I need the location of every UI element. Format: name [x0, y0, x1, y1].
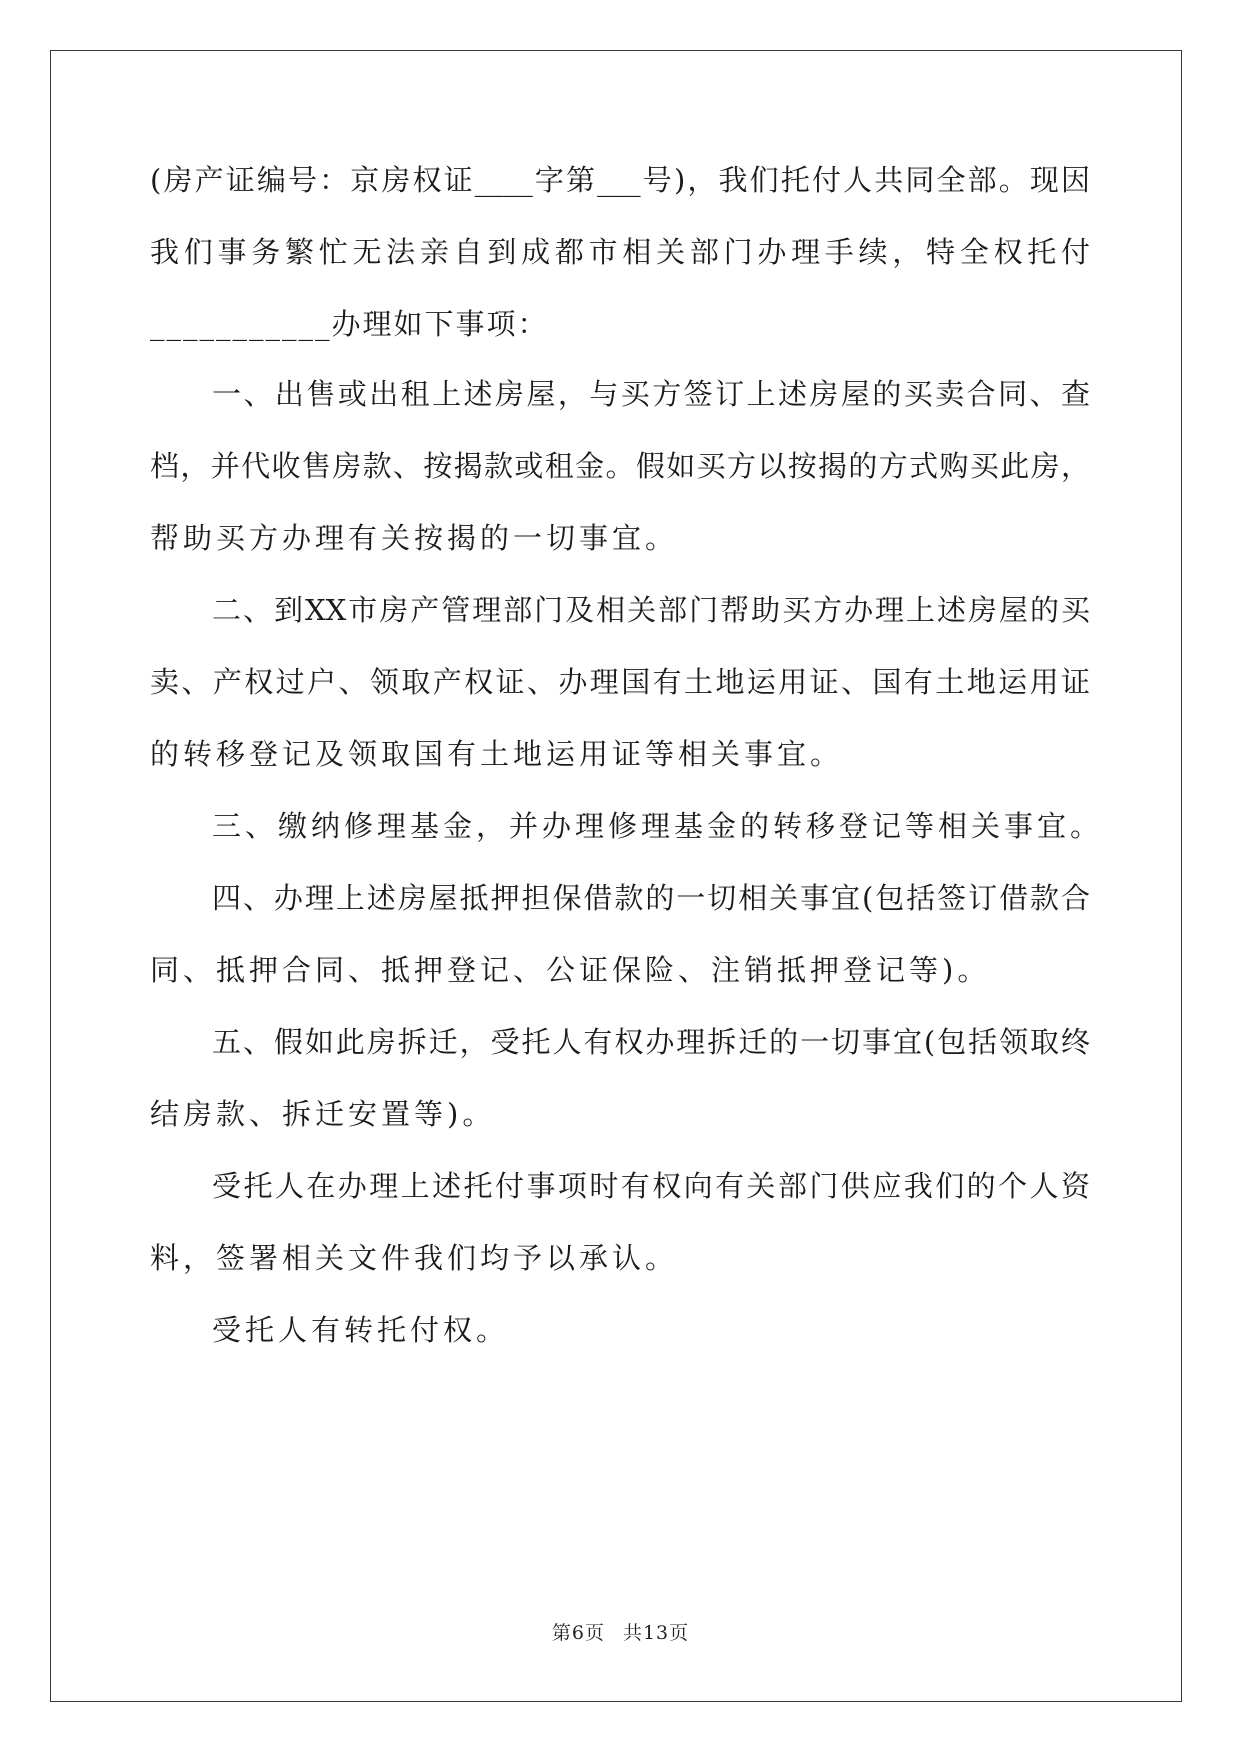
text-line: (房产证编号：京房权证____字第___号)，我们托付人共同全部。现因 — [150, 163, 1090, 197]
page-total: 共13页 — [622, 1622, 690, 1644]
text-line: 受托人在办理上述托付事项时有权向有关部门供应我们的个人资 — [212, 1169, 1090, 1203]
text-line: 结房款、拆迁安置等)。 — [150, 1097, 496, 1131]
text-line: 五、假如此房拆迁，受托人有权办理拆迁的一切事宜(包括领取终 — [212, 1025, 1090, 1059]
text-line: 二、到XX市房产管理部门及相关部门帮助买方办理上述房屋的买 — [212, 593, 1090, 627]
page-border — [50, 50, 1182, 1702]
text-line: ___________办理如下事项： — [150, 307, 549, 341]
text-line: 帮助买方办理有关按揭的一切事宜。 — [150, 521, 679, 555]
text-line: 档，并代收售房款、按揭款或租金。假如买方以按揭的方式购买此房， — [150, 449, 1090, 483]
text-line: 的转移登记及领取国有土地运用证等相关事宜。 — [150, 737, 844, 771]
text-line: 同、抵押合同、抵押登记、公证保险、注销抵押登记等)。 — [150, 953, 991, 987]
page-footer — [0, 1618, 1241, 1645]
text-line: 三、缴纳修理基金，并办理修理基金的转移登记等相关事宜。 — [212, 809, 1104, 843]
text-line: 我们事务繁忙无法亲自到成都市相关部门办理手续，特全权托付 — [150, 235, 1090, 269]
text-line: 受托人有转托付权。 — [212, 1313, 510, 1347]
text-line: 卖、产权过户、领取产权证、办理国有土地运用证、国有土地运用证 — [150, 665, 1090, 699]
text-line: 四、办理上述房屋抵押担保借款的一切相关事宜(包括签订借款合 — [212, 881, 1090, 915]
text-line: 料，签署相关文件我们均予以承认。 — [150, 1241, 679, 1275]
page-number: 第6页 — [551, 1622, 605, 1644]
text-line: 一、出售或出租上述房屋，与买方签订上述房屋的买卖合同、查 — [212, 377, 1090, 411]
